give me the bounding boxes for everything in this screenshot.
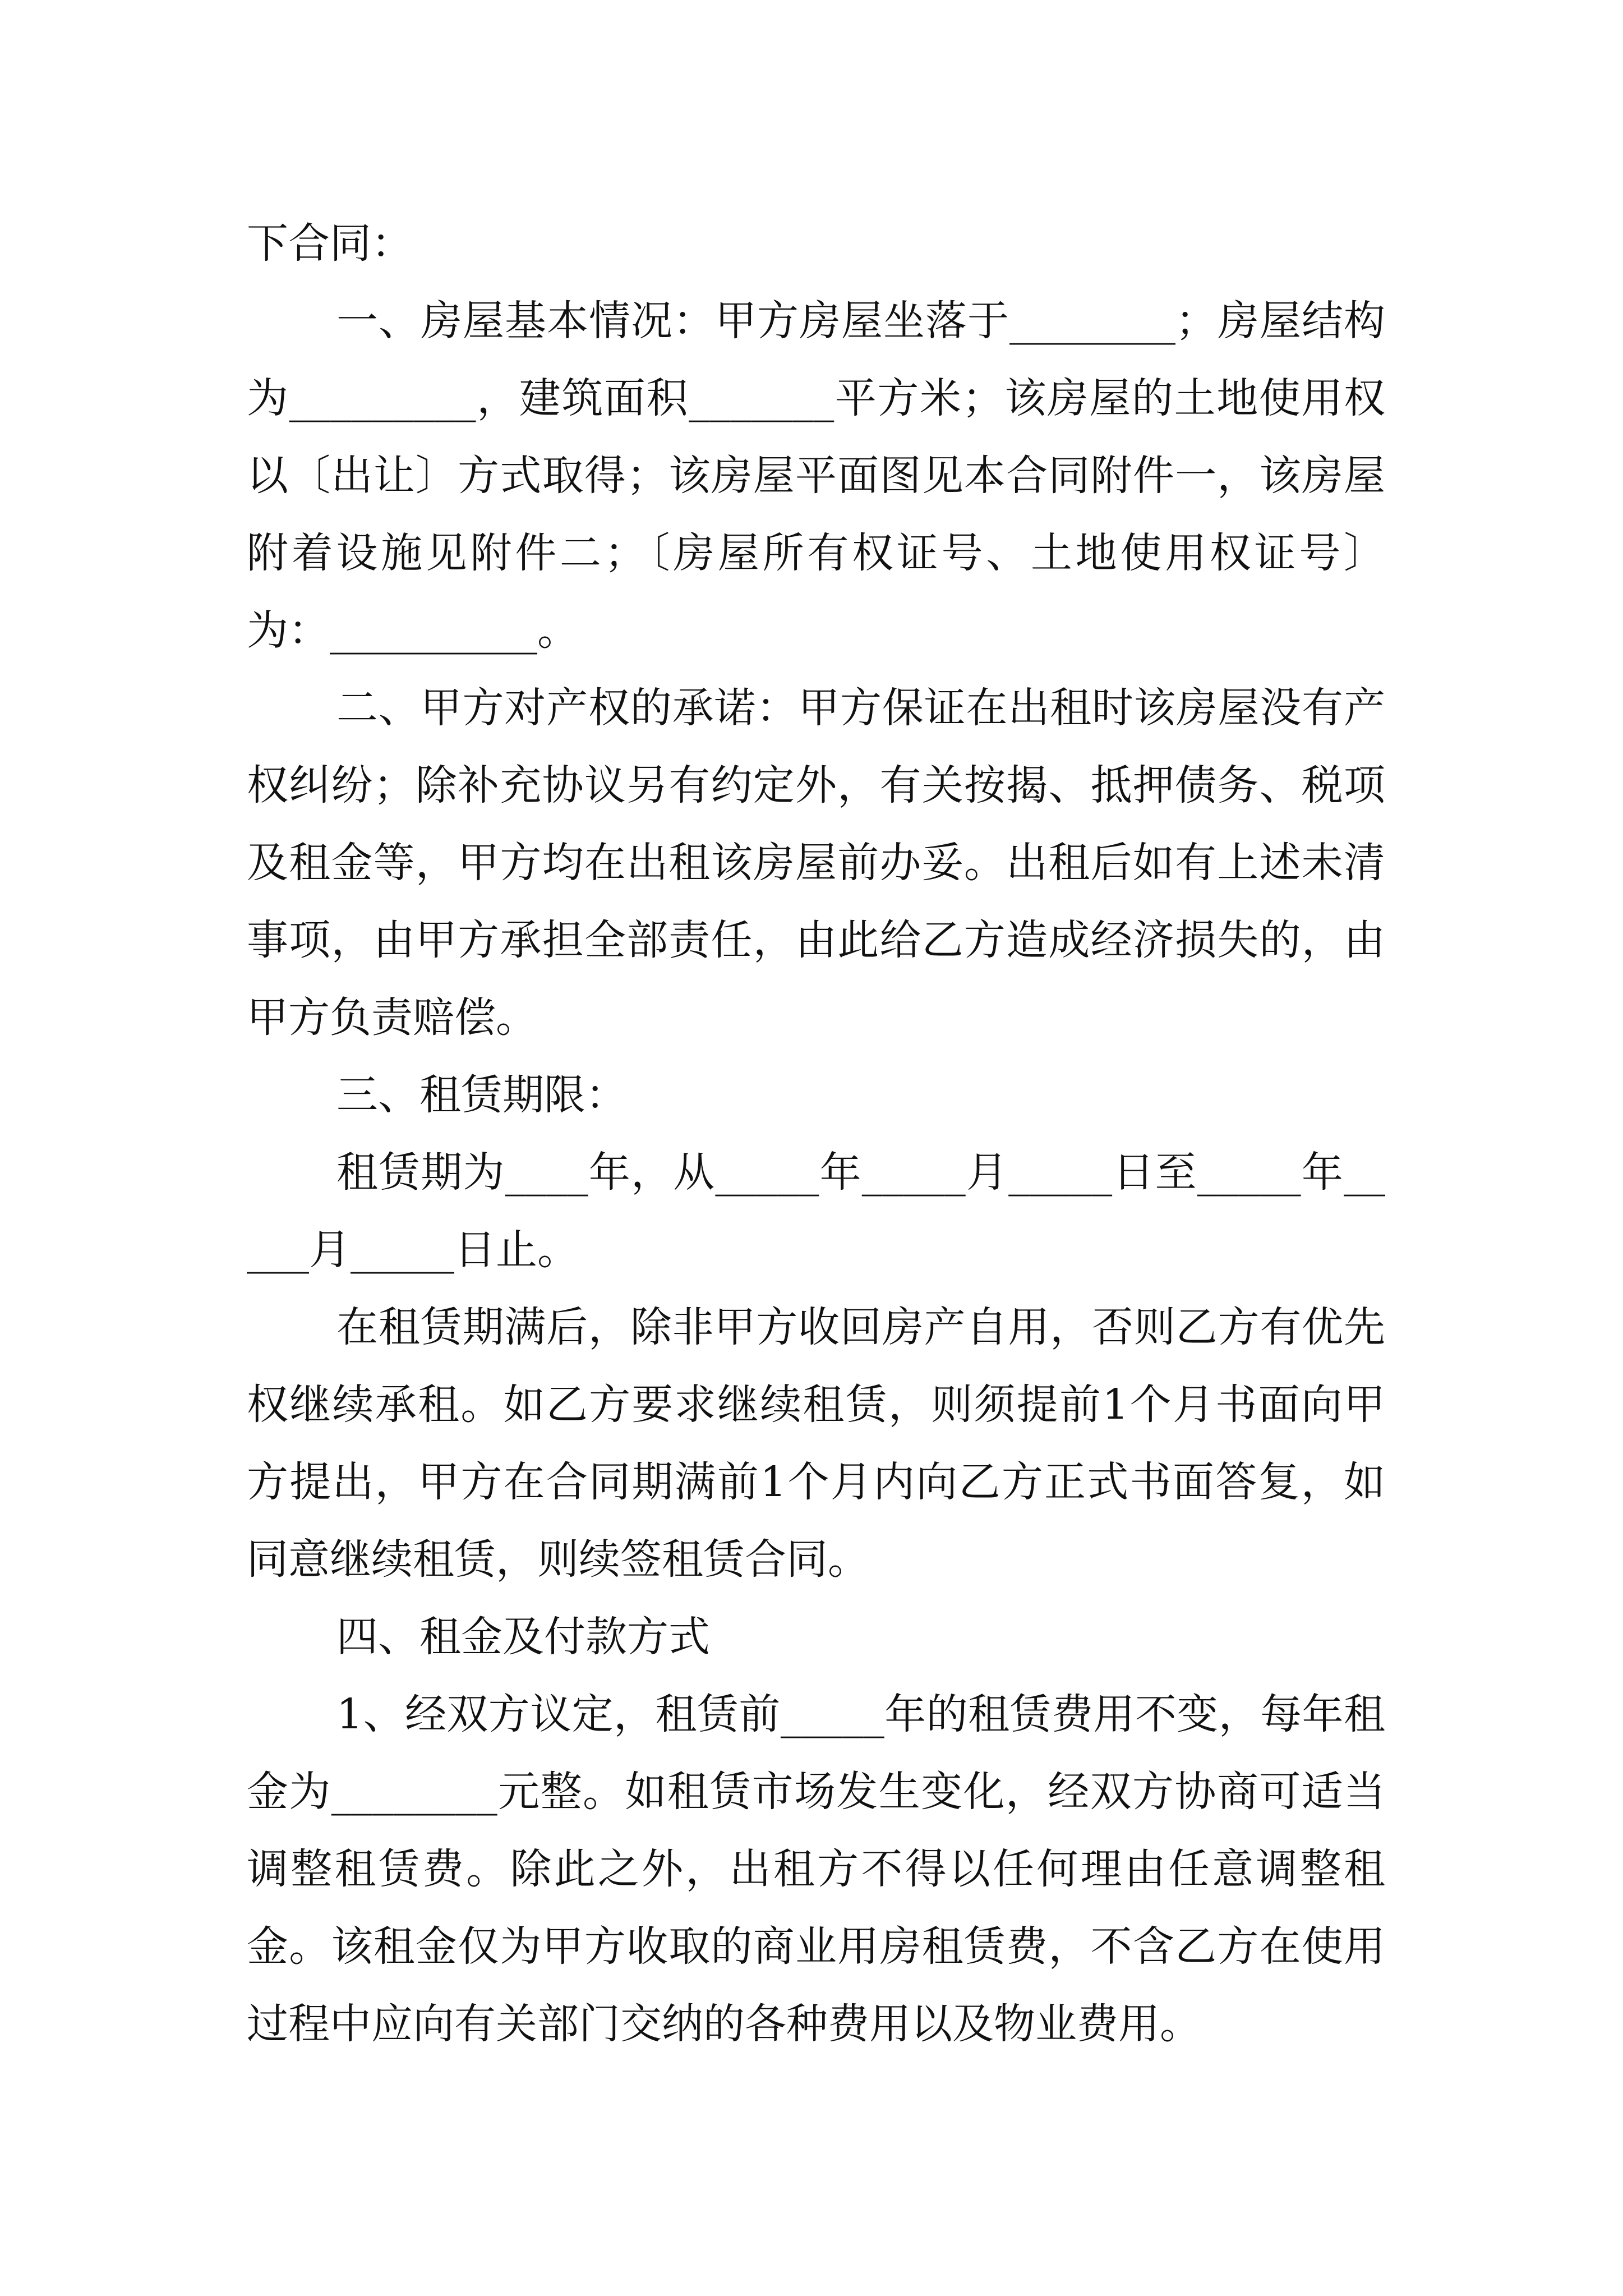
paragraph-lease-period: 租赁期为____年，从_____年_____月_____日至_____年_____月_____日止。 — [247, 1148, 1385, 1274]
paragraph-ownership-promise: 二、甲方对产权的承诺：甲方保证在出租时该房屋没有产权纠纷；除补充协议另有约定外，有关按揭、抵押债务、税项及租金等，甲方均在出租该房屋前办妥。出租后如有上述未清事项，由甲方承担全部责任，由此给乙方造成经济损失的，由甲方负责赔偿。 — [247, 684, 1385, 1042]
document-body — [247, 205, 1385, 2063]
paragraph-continuation: 下合同： — [247, 219, 413, 268]
paragraph-property-info: 一、房屋基本情况：甲方房屋坐落于________；房屋结构为_________，建筑面积_______平方米；该房屋的土地使用权以〔出让〕方式取得；该房屋平面图见本合同附件一，该房屋附着设施见附件二；〔房屋所有权证号、土地使用权证号〕为：__________。 — [247, 297, 1385, 655]
paragraph-renewal: 在租赁期满后，除非甲方收回房产自用，否则乙方有优先权继续承租。如乙方要求继续租赁，则须提前1个月书面向甲方提出，甲方在合同期满前1个月内向乙方正式书面答复，如同意继续租赁，则续签租赁合同。 — [247, 1303, 1385, 1584]
section-heading-lease-term: 三、租赁期限： — [336, 1071, 627, 1119]
paragraph-rent-terms: 1、经双方议定，租赁前_____年的租赁费用不变，每年租金为________元整。如租赁市场发生变化，经双方协商可适当调整租赁费。除此之外，出租方不得以任何理由任意调整租金。该租金仅为甲方收取的商业用房租赁费，不含乙方在使用过程中应向有关部门交纳的各种费用以及物业费用。 — [247, 1690, 1385, 2048]
section-heading-rent-payment: 四、租金及付款方式 — [336, 1613, 710, 1661]
